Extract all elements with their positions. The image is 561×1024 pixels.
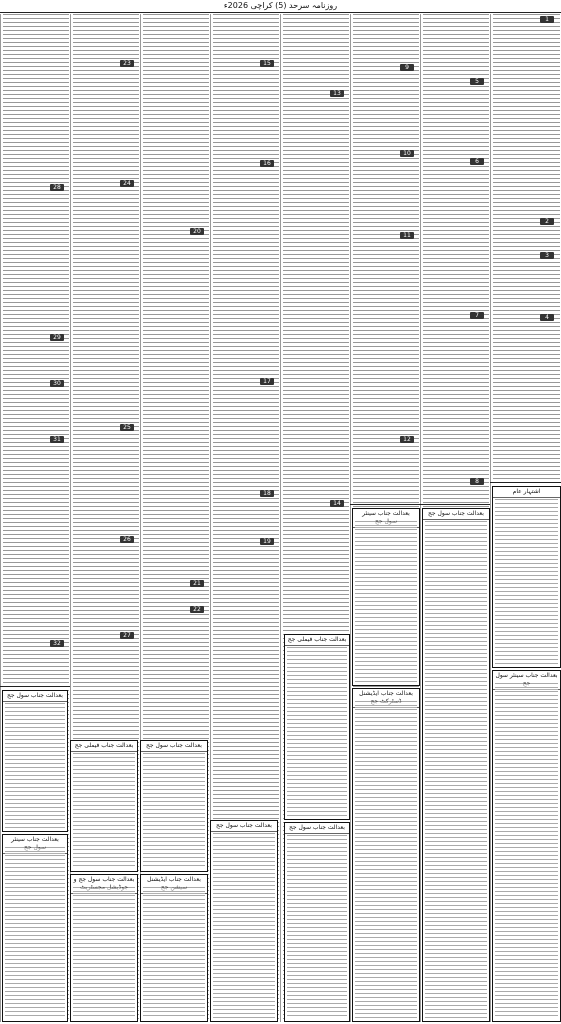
legal-notice-box: [70, 874, 138, 1022]
legal-notice-box: [70, 740, 138, 872]
section-number-badge: 17: [260, 378, 274, 385]
legal-notice-box: [492, 670, 561, 1022]
section-number-badge: 18: [260, 490, 274, 497]
notice-heading: بعدالت جناب فیملی جج: [71, 741, 137, 752]
section-number-badge: 25: [120, 424, 134, 431]
section-number-badge: 28: [50, 184, 64, 191]
section-number-badge: 7: [470, 312, 484, 319]
legal-notice-box: [352, 688, 420, 1022]
section-number-badge: 12: [400, 436, 414, 443]
legal-notice-box: [2, 690, 68, 832]
section-number-badge: 10: [400, 150, 414, 157]
section-number-badge: 23: [120, 60, 134, 67]
public-notice-box: [492, 486, 561, 668]
legal-notice-box: [422, 508, 490, 1022]
section-rule: [490, 482, 561, 483]
section-number-badge: 9: [400, 64, 414, 71]
notice-heading: بعدالت جناب ایڈیشنل: [353, 689, 419, 708]
legal-notice-box: [210, 820, 278, 1022]
section-number-badge: 3: [540, 252, 554, 259]
section-number-badge: 30: [50, 380, 64, 387]
section-number-badge: 26: [120, 536, 134, 543]
section-number-badge: 6: [470, 158, 484, 165]
notice-heading: بعدالت جناب سول جج: [285, 823, 349, 834]
legal-notice-box: [140, 740, 208, 872]
notice-heading: بعدالت جناب سول جج: [423, 509, 489, 520]
legal-notice-box: [284, 634, 350, 820]
section-number-badge: 29: [50, 334, 64, 341]
notice-heading: اشتہار عام: [493, 487, 560, 498]
section-number-badge: 14: [330, 500, 344, 507]
section-number-badge: 20: [190, 228, 204, 235]
section-number-badge: 15: [260, 60, 274, 67]
notice-heading: بعدالت جناب ایڈیشنل: [141, 875, 207, 894]
section-rule: [350, 504, 490, 505]
section-number-badge: 5: [470, 78, 484, 85]
legal-notice-box: [284, 822, 350, 1022]
legal-notice-box: [140, 874, 208, 1022]
section-number-badge: 4: [540, 314, 554, 321]
section-number-badge: 21: [190, 580, 204, 587]
section-number-badge: 32: [50, 640, 64, 647]
section-number-badge: 31: [50, 436, 64, 443]
notice-heading: بعدالت جناب سینئر: [3, 835, 67, 854]
legal-notice-box: [352, 508, 420, 686]
section-number-badge: 8: [470, 478, 484, 485]
notice-heading: بعدالت جناب فیملی جج: [285, 635, 349, 646]
section-number-badge: 22: [190, 606, 204, 613]
section-number-badge: 27: [120, 632, 134, 639]
notice-heading: بعدالت جناب سول جج و: [71, 875, 137, 894]
notice-heading: بعدالت جناب سینئر سول: [493, 671, 560, 690]
section-rule: [0, 686, 70, 687]
legal-notice-box: [2, 834, 68, 1022]
notice-heading: بعدالت جناب سینئر: [353, 509, 419, 528]
section-number-badge: 24: [120, 180, 134, 187]
section-number-badge: 16: [260, 160, 274, 167]
notice-heading: بعدالت جناب سول جج: [3, 691, 67, 702]
newspaper-title: روزنامہ سرحد (5) کراچی 2026ء: [223, 1, 338, 10]
section-number-badge: 1: [540, 16, 554, 23]
section-number-badge: 19: [260, 538, 274, 545]
notice-heading: بعدالت جناب سول جج: [211, 821, 277, 832]
notice-heading: بعدالت جناب سول جج: [141, 741, 207, 752]
section-number-badge: 13: [330, 90, 344, 97]
section-number-badge: 11: [400, 232, 414, 239]
section-number-badge: 2: [540, 218, 554, 225]
newspaper-header: [0, 0, 561, 13]
